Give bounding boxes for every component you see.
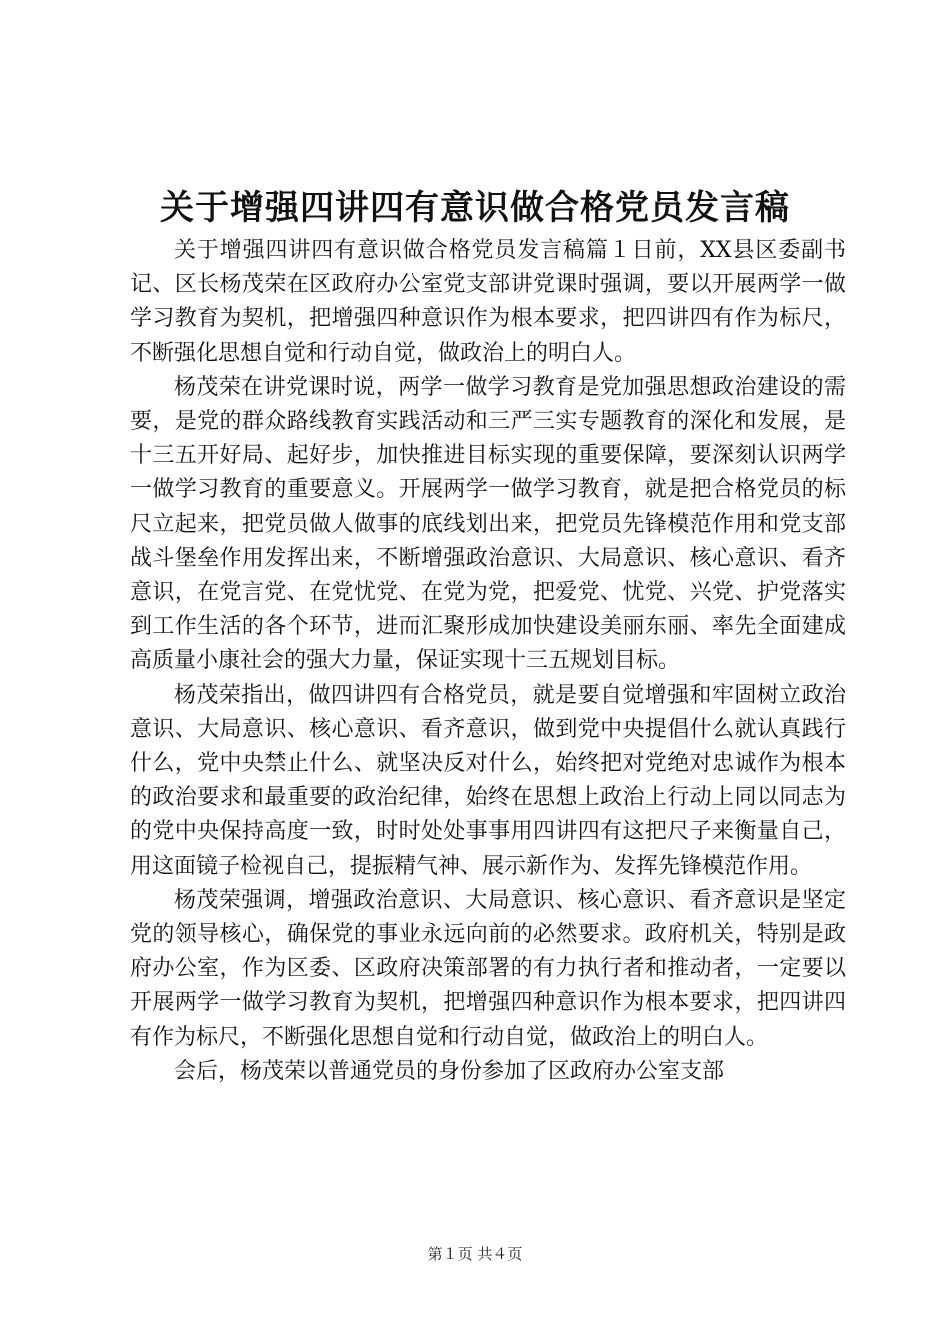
- document-title: 关于增强四讲四有意识做合格党员发言稿: [160, 188, 790, 228]
- paragraph-2: 杨茂荣在讲党课时说，两学一做学习教育是党加强思想政治建设的需要，是党的群众路线教育实践活动和三严三实专题教育的深化和发展，是十三五开好局、起好步，加快推进目标实现的重要保障，要深刻认识两学一做学习教育的重要意义。开展两学一做学习教育，就是把合格党员的标尺立起来，把党员做人做事的底线划出来，把党员先锋模范作用和党支部战斗堡垒作用发挥出来，不断增强政治意识、大局意识、核心意识、看齐意识，在党言党、在党忧党、在党为党，把爱党、忧党、兴党、护党落实到工作生活的各个环节，进而汇聚形成加快建设美丽东丽、率先全面建成高质量小康社会的强大力量，保证实现十三五规划目标。: [130, 374, 846, 674]
- paragraph-3: 杨茂荣指出，做四讲四有合格党员，就是要自觉增强和牢固树立政治意识、大局意识、核心意识、看齐意识，做到党中央提倡什么就认真践行什么，党中央禁止什么、就坚决反对什么，始终把对党绝对忠诚作为根本的政治要求和最重要的政治纪律，始终在思想上政治上行动上同以同志为的党中央保持高度一致，时时处处事事用四讲四有这把尺子来衡量自己，用这面镜子检视自己，提振精气神、展示新作为、发挥先锋模范作用。: [130, 682, 846, 879]
- document-body: [130, 234, 846, 1089]
- page-number-footer: 第１页 共４页: [427, 1245, 523, 1263]
- paragraph-1: 关于增强四讲四有意识做合格党员发言稿篇１日前，XX县区委副书记、区长杨茂荣在区政府办公室党支部讲党课时强调，要以开展两学一做学习教育为契机，把增强四种意识作为根本要求，把四讲四有作为标尺，不断强化思想自觉和行动自觉，做政治上的明白人。: [130, 238, 846, 366]
- paragraph-5: 会后，杨茂荣以普通党员的身份参加了区政府办公室支部: [174, 1058, 725, 1084]
- paragraph-4: 杨茂荣强调，增强政治意识、大局意识、核心意识、看齐意识是坚定党的领导核心，确保党的事业永远向前的必然要求。政府机关，特别是政府办公室，作为区委、区政府决策部署的有力执行者和推动者，一定要以开展两学一做学习教育为契机，把增强四种意识作为根本要求，把四讲四有作为标尺，不断强化思想自觉和行动自觉，做政治上的明白人。: [130, 887, 846, 1050]
